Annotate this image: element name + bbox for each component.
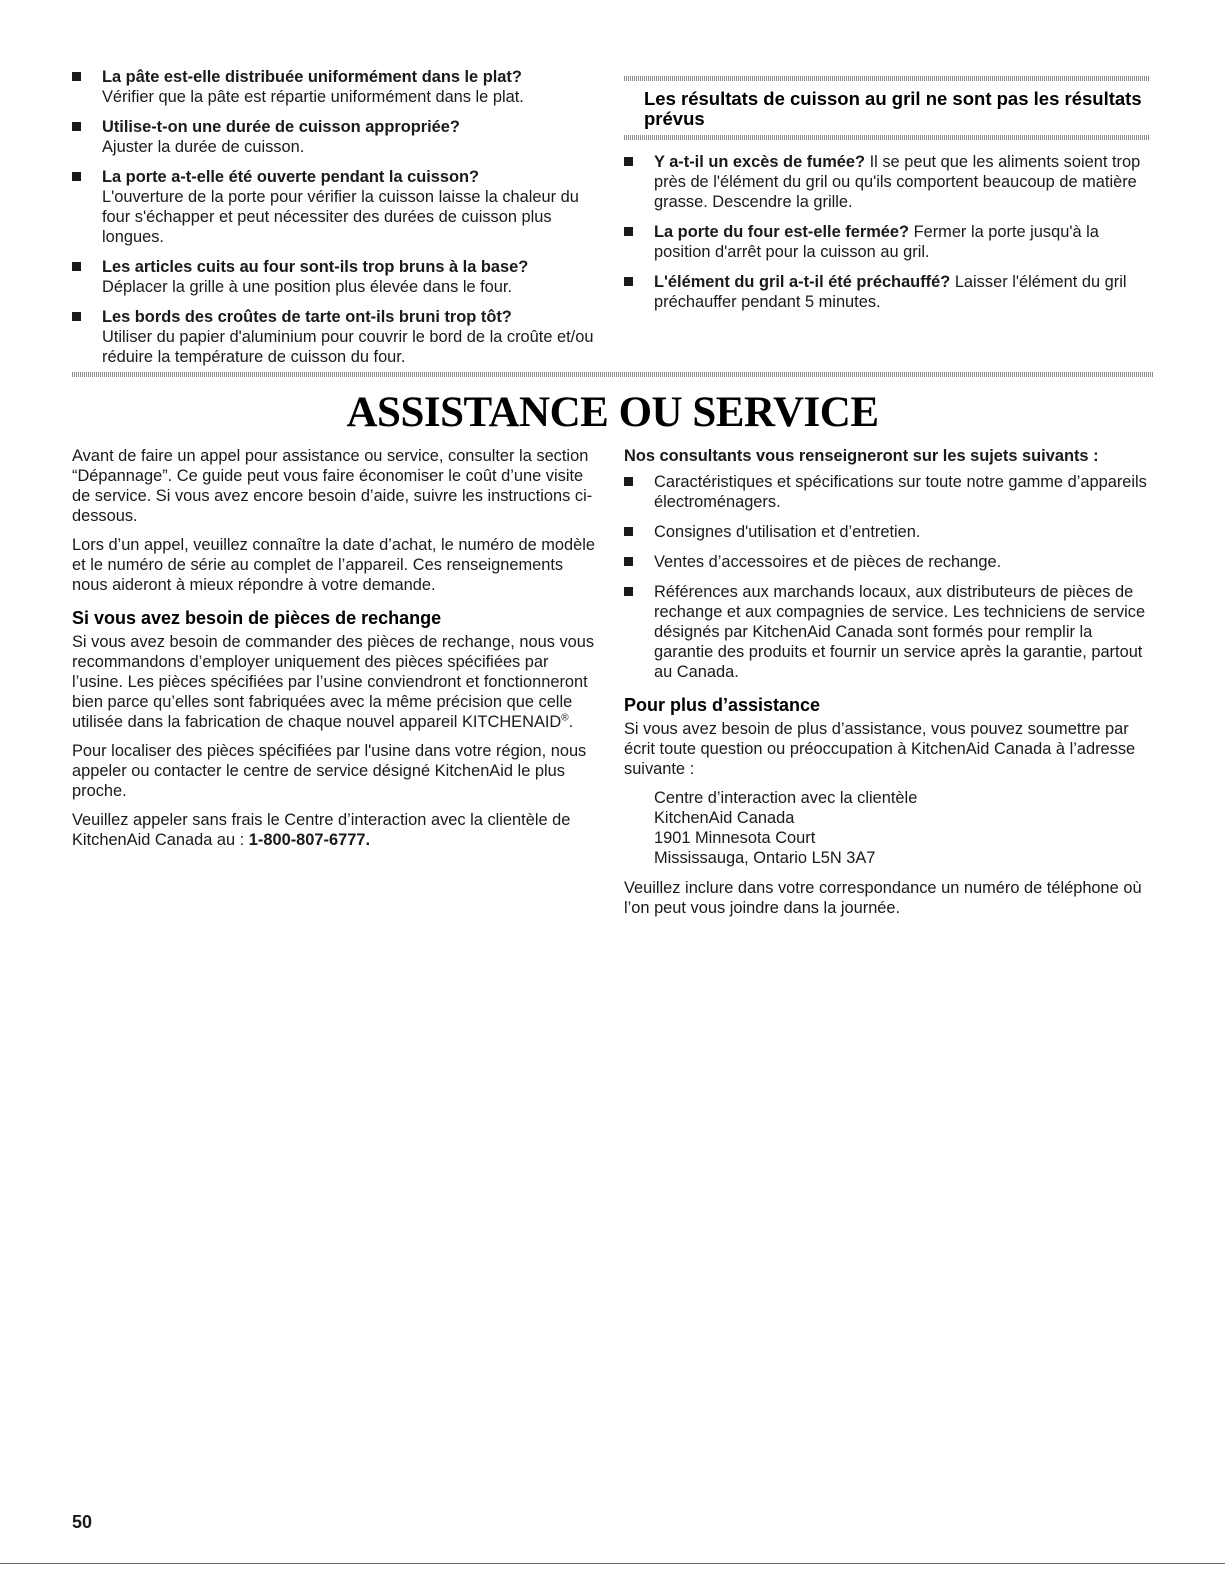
mailing-address [624, 788, 1149, 868]
baking-question-list [72, 67, 597, 367]
list-item [624, 152, 1149, 212]
broiling-heading-box [624, 81, 1149, 135]
broiling-question-list [624, 152, 1149, 312]
bullet-square-icon [72, 72, 81, 81]
list-item [624, 522, 1149, 542]
answer-text: L'ouverture de la porte pour vérifier la cuisson laisse la chaleur du four s'échapper et peut nécessiter des durées de cuisson plus longues. [102, 188, 579, 246]
registered-mark: ® [561, 712, 569, 724]
parts-paragraph [72, 632, 597, 732]
bullet-square-icon [624, 477, 633, 486]
broiling-troubleshoot-column [624, 76, 1149, 322]
locate-parts-paragraph: Pour localiser des pièces spécifiées par l'usine dans votre région, nous appeler ou contacter le centre de service désigné KitchenAid le plus proche. [72, 742, 587, 800]
topic-text: Caractéristiques et spécifications sur toute notre gamme d’appareils électroménagers. [654, 473, 1147, 511]
list-item [624, 552, 1149, 572]
answer-text: Fermer la porte jusqu'à la position d'arrêt pour la cuisson au gril. [654, 223, 1099, 261]
address-line: KitchenAid Canada [654, 809, 795, 827]
answer-text: Il se peut que les aliments soient trop près de l'élément du gril ou qu'ils comportent beaucoup de matière grasse. Descendre la grille. [654, 153, 1141, 211]
topic-text: Références aux marchands locaux, aux distributeurs de pièces de rechange et aux compagnies de service. Les techniciens de service désignés par KitchenAid Canada sont formés pour remplir la garantie des produits et fournir un service après la garantie, partout au Canada. [654, 583, 1146, 681]
divider [624, 135, 1149, 140]
question-text: Y a-t-il un excès de fumée? [654, 153, 866, 171]
list-item [624, 272, 1149, 312]
consultants-heading: Nos consultants vous renseigneront sur les sujets suivants : [624, 447, 1099, 465]
list-item [624, 582, 1149, 682]
bullet-square-icon [72, 312, 81, 321]
question-text: Utilise-t-on une durée de cuisson appropriée? [102, 118, 460, 136]
address-line: 1901 Minnesota Court [654, 829, 816, 847]
bullet-square-icon [624, 227, 633, 236]
more-assistance-paragraph: Si vous avez besoin de plus d’assistance, vous pouvez soumettre par écrit toute question ou préoccupation à KitchenAid Canada à l’adresse suivante : [624, 720, 1136, 778]
question-text: La porte du four est-elle fermée? [654, 223, 910, 241]
page-number: 50 [72, 1512, 93, 1532]
section-title: ASSISTANCE OU SERVICE [346, 389, 879, 436]
question-text: La pâte est-elle distribuée uniformément dans le plat? [102, 68, 522, 86]
bullet-square-icon [624, 277, 633, 286]
topic-text: Ventes d’accessoires et de pièces de rechange. [654, 553, 1002, 571]
question-text: La porte a-t-elle été ouverte pendant la cuisson? [102, 168, 480, 186]
bottom-rule [0, 1563, 1225, 1564]
list-item [72, 167, 597, 247]
call-paragraph [72, 810, 597, 850]
list-item [72, 257, 597, 297]
bullet-square-icon [72, 172, 81, 181]
broiling-heading: Les résultats de cuisson au gril ne sont pas les résultats prévus [644, 88, 1142, 129]
closing-paragraph: Veuillez inclure dans votre correspondance un numéro de téléphone où l’on peut vous joindre dans la journée. [624, 879, 1142, 917]
list-item [624, 222, 1149, 262]
baking-troubleshoot-column [72, 67, 597, 377]
assistance-left-column [72, 446, 597, 859]
address-line: Centre d’interaction avec la clientèle [654, 789, 918, 807]
list-item [72, 117, 597, 157]
assistance-right-column [624, 446, 1149, 927]
list-item [624, 472, 1149, 512]
intro-paragraph: Avant de faire un appel pour assistance ou service, consulter la section “Dépannage”. Ce guide peut vous faire économiser le coût d’une visite de service. Si vous avez encore besoin d’aide, suivre les instructions ci-dessous. [72, 447, 593, 525]
bullet-square-icon [624, 557, 633, 566]
section-divider [72, 372, 1154, 377]
bullet-square-icon [624, 587, 633, 596]
topic-text: Consignes d'utilisation et d’entretien. [654, 523, 921, 541]
topics-list [624, 472, 1149, 682]
question-text: Les articles cuits au four sont-ils trop bruns à la base? [102, 258, 529, 276]
answer-text: Laisser l'élément du gril préchauffer pendant 5 minutes. [654, 273, 1127, 311]
bullet-square-icon [72, 122, 81, 131]
answer-text: Utiliser du papier d'aluminium pour couvrir le bord de la croûte et/ou réduire la température de cuisson du four. [102, 328, 594, 366]
call-text: Veuillez appeler sans frais le Centre d’interaction avec la clientèle de KitchenAid Canada au : [72, 811, 571, 849]
parts-text: Si vous avez besoin de commander des pièces de rechange, nous vous recommandons d’employer uniquement des pièces spécifiées par l’usine. Les pièces spécifiées par l’usine conviendront et fonctionneront bien parce qu’elles sont fabriquées avec la même précision que celle utilisée dans la fabrication de chaque nouvel appareil KITCHENAID [72, 633, 595, 731]
call-info-paragraph: Lors d’un appel, veuillez connaître la date d’achat, le numéro de modèle et le numéro de série au complet de l’appareil. Ces renseignements nous aideront à mieux répondre à votre demande. [72, 536, 596, 594]
phone-number: 1-800-807-6777. [248, 831, 370, 849]
answer-text: Ajuster la durée de cuisson. [102, 138, 305, 156]
bullet-square-icon [624, 527, 633, 536]
list-item [72, 67, 597, 107]
question-text: L'élément du gril a-t-il été préchauffé? [654, 273, 951, 291]
bullet-square-icon [624, 157, 633, 166]
answer-text: Déplacer la grille à une position plus élevée dans le four. [102, 278, 513, 296]
parts-text-end: . [568, 713, 574, 731]
answer-text: Vérifier que la pâte est répartie uniformément dans le plat. [102, 88, 524, 106]
list-item [72, 307, 597, 367]
more-assistance-heading: Pour plus d’assistance [624, 695, 821, 715]
parts-heading: Si vous avez besoin de pièces de rechange [72, 608, 442, 628]
address-line: Mississauga, Ontario L5N 3A7 [654, 849, 876, 867]
bullet-square-icon [72, 262, 81, 271]
question-text: Les bords des croûtes de tarte ont-ils bruni trop tôt? [102, 308, 512, 326]
